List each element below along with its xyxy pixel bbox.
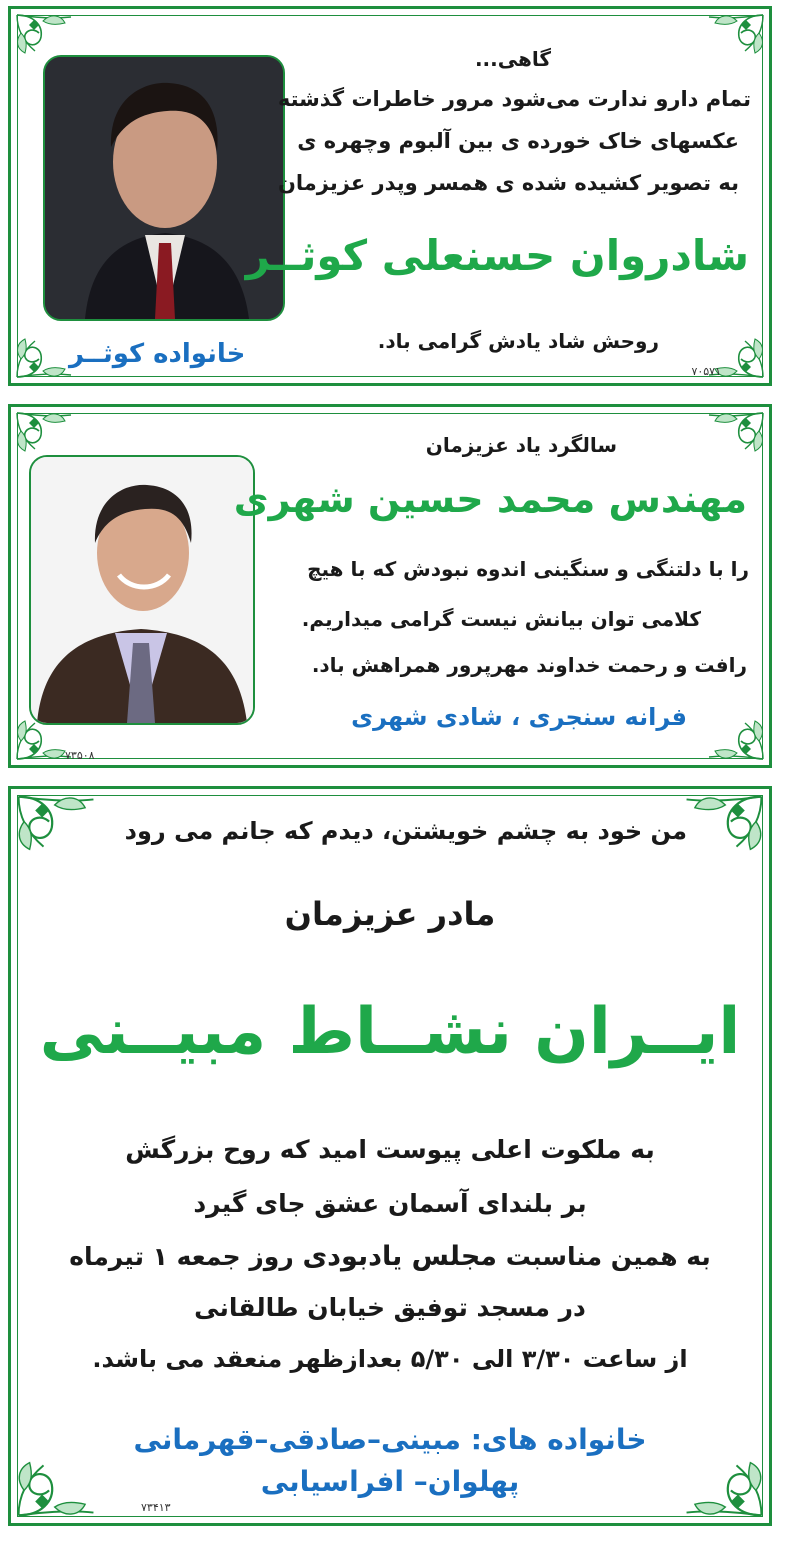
ad-code: ۷۳۴۱۳ [141, 1501, 171, 1514]
corner-ornament [705, 11, 767, 57]
verse-line: من خود به چشم خویشتن، دیدم که جانم می رود [124, 817, 687, 845]
portrait-photo [43, 55, 285, 321]
corner-ornament [13, 11, 75, 57]
corner-ornament [705, 717, 767, 763]
deceased-name: شادروان حسنعلی کوثــر [245, 231, 749, 280]
event-highlight: مجلس یادبودی [302, 1241, 498, 1272]
verse-line: تمام دارو ندارت می‌شود مرور خاطرات گذشته [277, 87, 751, 111]
family-signature: خانواده کوثــر [69, 339, 246, 369]
ad-code: ۷۳۵۰۸ [65, 749, 95, 762]
corner-ornament [681, 791, 767, 855]
verse-line: بر بلندای آسمان عشق جای گیرد [193, 1189, 587, 1218]
corner-ornament [13, 335, 75, 381]
corner-ornament [705, 409, 767, 455]
deceased-name: ایــران نشــاط مبیــنی [39, 995, 741, 1069]
verse-line: را با دلتنگی و سنگینی اندوه نبودش که با هیچ [307, 557, 749, 581]
location-line: در مسجد توفیق خیابان طالقانی [194, 1293, 586, 1322]
corner-ornament [13, 409, 75, 455]
family-signature: فرانه سنجری ، شادی شهری [351, 703, 687, 731]
intro-line: سالگرد یاد عزیزمان [425, 433, 617, 457]
verse-line: به ملکوت اعلی پیوست امید که روح بزرگش [125, 1135, 655, 1164]
time-line: از ساعت ۳/۳۰ الی ۵/۳۰ بعدازظهر منعقد می باشد. [92, 1345, 688, 1373]
verse-line: کلامی توان بیانش نیست گرامی میداریم. [301, 607, 701, 631]
family-signature: پهلوان– افراسیابی [260, 1465, 520, 1498]
ad-code: ۷۰۵۷۱ [691, 365, 721, 378]
corner-ornament [13, 791, 99, 855]
obituary-ad-1 [8, 6, 772, 386]
event-text: به همین مناسبت [505, 1242, 711, 1271]
obituary-ad-2 [8, 404, 772, 768]
event-text: روز جمعه ۱ تیرماه [69, 1242, 294, 1271]
obituary-ad-3 [8, 786, 772, 1526]
intro-line: گاهی... [474, 47, 551, 71]
event-line [11, 1241, 769, 1272]
closing-line: روحش شاد یادش گرامی باد. [377, 329, 659, 353]
family-signature: خانواده های: مبینی–صادقی–قهرمانی [133, 1423, 647, 1456]
verse-line: عکسهای خاک خورده ی بین آلبوم وچهره ی [297, 129, 739, 153]
title-line: مادر عزیزمان [284, 895, 496, 933]
portrait-image [31, 457, 253, 723]
verse-line: رافت و رحمت خداوند مهرپرور همراهش باد. [311, 653, 747, 677]
portrait-photo [29, 455, 255, 725]
deceased-name: مهندس محمد حسین شهری [233, 477, 747, 521]
verse-line: به تصویر کشیده شده ی همسر وپدر عزیزمان [278, 171, 739, 195]
